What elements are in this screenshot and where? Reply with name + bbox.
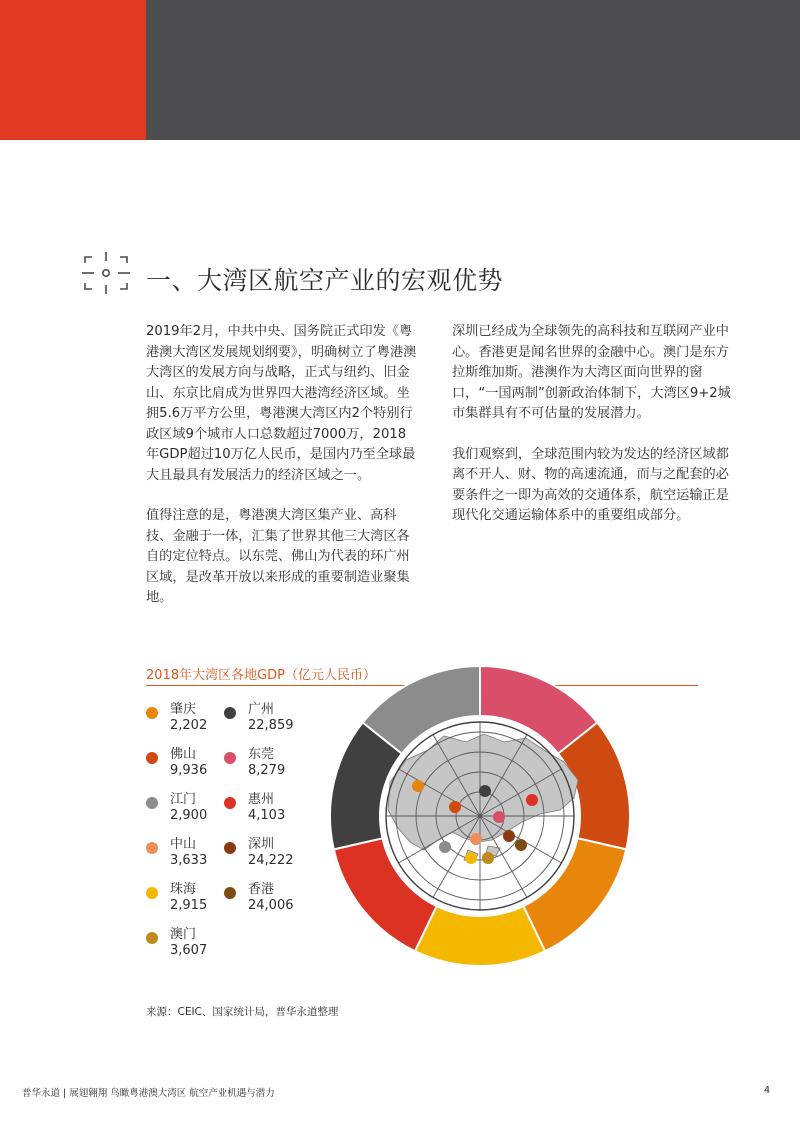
- legend-item: [224, 837, 334, 877]
- city-marker: [482, 852, 494, 864]
- body-paragraph: 2019年2月，中共中央、国务院正式印发《粤港澳大湾区发展规划纲要》，明确树立了粤港澳大湾区的发展方向与战略，正式与纽约、旧金山、东京比肩成为世界四大港湾经济区域。坐拥5.6万平方公里，粤港澳大湾区内2个特别行政区域9个城市人口总数超过7000万，2018年GDP超过10万亿人民币，是国内乃至全球最大且最具有发展活力的经济区域之一。: [146, 324, 417, 483]
- page-number: 4: [764, 1085, 771, 1096]
- city-marker: [515, 839, 527, 851]
- legend-swatch: [146, 887, 158, 899]
- legend-value: 2,915: [170, 898, 208, 913]
- city-marker: [449, 801, 461, 813]
- legend-value: 24,006: [248, 898, 294, 913]
- legend-label: 广州: [248, 702, 275, 717]
- chart-title: 2018年大湾区各地GDP（亿元人民币）: [146, 668, 377, 683]
- body-paragraph: 值得注意的是，粤港澳大湾区集产业、高科技、金融于一体，汇集了世界其他三大湾区各自的定位特点。以东莞、佛山为代表的环广州区域，是改革开放以来形成的重要制造业聚集地。: [146, 508, 410, 605]
- legend-value: 3,607: [170, 943, 208, 958]
- section-title: 一、大湾区航空产业的宏观优势: [146, 266, 504, 295]
- legend-value: 2,900: [170, 808, 208, 823]
- city-marker: [470, 833, 482, 845]
- source-note: 来源：CEIC、国家统计局，普华永道整理: [146, 1006, 339, 1018]
- legend-value: 2,202: [170, 718, 208, 733]
- legend-swatch: [224, 797, 236, 809]
- legend-value: 8,279: [248, 763, 286, 778]
- legend-item: [224, 882, 334, 922]
- city-marker: [412, 780, 424, 792]
- footer-title: 普华永道 | 展翅翱翔 鸟瞰粤港澳大湾区 航空产业机遇与潜力: [22, 1088, 275, 1099]
- body-paragraph: 深圳已经成为全球领先的高科技和互联网产业中心。香港更是闻名世界的金融中心。澳门是东方拉斯维加斯。港澳作为大湾区面向世界的窗口，“一国两制”创新政治体制下，大湾区9+2城市集群具有不可估量的发展潜力。: [452, 324, 731, 421]
- body-left-column: [146, 322, 419, 629]
- city-marker: [465, 852, 477, 864]
- legend-swatch: [146, 842, 158, 854]
- city-marker: [479, 785, 491, 797]
- legend-swatch: [224, 887, 236, 899]
- legend-swatch: [146, 707, 158, 719]
- legend-swatch: [224, 707, 236, 719]
- pearl-river-delta-map-icon: [386, 722, 578, 910]
- legend-value: 9,936: [170, 763, 208, 778]
- body-paragraph: 我们观察到，全球范围内较为发达的经济区域都离不开人、财、物的高速流通，而与之配套的必要条件之一即为高效的交通体系，航空运输正是现代化交通运输体系中的重要组成部分。: [452, 446, 729, 523]
- legend-label: 江门: [170, 792, 197, 807]
- legend-value: 24,222: [248, 853, 294, 868]
- legend-swatch: [224, 752, 236, 764]
- header-band: [146, 0, 800, 140]
- legend-label: 东莞: [248, 747, 275, 762]
- header-accent-band: [0, 0, 146, 140]
- legend-label: 珠海: [170, 882, 197, 897]
- legend-label: 肇庆: [170, 702, 197, 717]
- city-marker: [493, 811, 505, 823]
- legend-label: 香港: [248, 882, 275, 897]
- legend-swatch: [224, 842, 236, 854]
- gdp-donut-chart: [328, 664, 632, 968]
- legend-label: 澳门: [170, 927, 197, 942]
- legend-label: 深圳: [248, 837, 275, 852]
- legend-item: [224, 792, 334, 832]
- crosshair-focus-icon: [82, 250, 130, 296]
- legend-swatch: [146, 797, 158, 809]
- legend-value: 4,103: [248, 808, 286, 823]
- city-marker: [439, 841, 451, 853]
- legend-value: 22,859: [248, 718, 294, 733]
- legend-item: [146, 927, 256, 967]
- legend-value: 3,633: [170, 853, 208, 868]
- body-right-column: [452, 322, 732, 547]
- legend-swatch: [146, 752, 158, 764]
- chart-legend: [146, 702, 306, 962]
- legend-swatch: [146, 932, 158, 944]
- legend-label: 惠州: [248, 792, 275, 807]
- donut-segment: [415, 906, 545, 966]
- city-marker: [503, 830, 515, 842]
- legend-label: 佛山: [170, 747, 197, 762]
- city-marker: [526, 794, 538, 806]
- legend-item: [224, 702, 334, 742]
- legend-label: 中山: [170, 837, 197, 852]
- legend-item: [224, 747, 334, 787]
